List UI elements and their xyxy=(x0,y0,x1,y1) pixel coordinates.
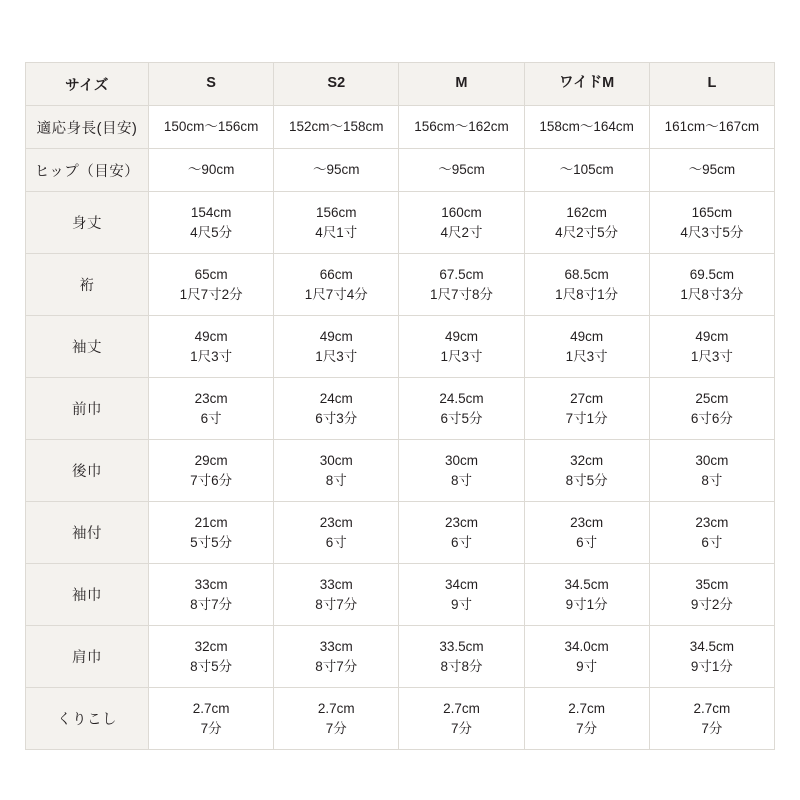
table-cell xyxy=(149,106,274,149)
cell-value-shaku: 1尺7寸8分 xyxy=(429,286,493,302)
row-label: 適応身長(目安) xyxy=(26,106,149,149)
row-label: 前巾 xyxy=(26,378,149,440)
row-label: くりこし xyxy=(26,688,149,750)
cell-value-cm: 〜95cm xyxy=(688,162,736,178)
table-cell xyxy=(149,688,274,750)
cell-value-cm: 34.5cm xyxy=(564,576,609,592)
cell-value-cm: 2.7cm xyxy=(192,700,230,716)
cell-value-shaku: 8寸8分 xyxy=(440,658,483,674)
table-cell xyxy=(274,688,399,750)
cell-value-shaku: 8寸7分 xyxy=(315,658,358,674)
cell-value-cm: 30cm xyxy=(695,452,729,468)
cell-value-cm: 21cm xyxy=(194,514,228,530)
table-row xyxy=(26,502,775,564)
cell-value-shaku: 7分 xyxy=(701,720,723,736)
cell-value-cm: 49cm xyxy=(570,328,604,344)
column-header-2: S2 xyxy=(274,63,399,106)
cell-value-shaku: 1尺3寸 xyxy=(315,348,358,364)
cell-value-shaku: 6寸 xyxy=(325,534,347,550)
cell-value-shaku: 1尺3寸 xyxy=(190,348,233,364)
table-row xyxy=(26,378,775,440)
cell-value-cm: 158cm〜164cm xyxy=(539,119,634,135)
row-label: 袖丈 xyxy=(26,316,149,378)
cell-value-cm: 162cm xyxy=(566,204,607,220)
cell-value-cm: 2.7cm xyxy=(693,700,731,716)
cell-value-cm: 49cm xyxy=(695,328,729,344)
table-cell xyxy=(399,192,524,254)
cell-value-shaku: 1尺7寸2分 xyxy=(179,286,243,302)
row-label: 袖巾 xyxy=(26,564,149,626)
cell-value-shaku: 8寸 xyxy=(450,472,472,488)
table-cell xyxy=(524,626,649,688)
table-cell xyxy=(274,378,399,440)
table-cell xyxy=(399,502,524,564)
cell-value-cm: 49cm xyxy=(319,328,353,344)
cell-value-shaku: 8寸7分 xyxy=(315,596,358,612)
table-cell xyxy=(399,626,524,688)
table-cell xyxy=(399,688,524,750)
cell-value-cm: 29cm xyxy=(194,452,228,468)
cell-value-cm: 66cm xyxy=(319,266,353,282)
cell-value-cm: 152cm〜158cm xyxy=(289,119,384,135)
cell-value-shaku: 7分 xyxy=(450,720,472,736)
table-cell xyxy=(399,149,524,192)
cell-value-cm: 〜105cm xyxy=(559,162,614,178)
table-cell xyxy=(524,106,649,149)
table-cell xyxy=(274,440,399,502)
table-cell xyxy=(274,564,399,626)
cell-value-cm: 33cm xyxy=(319,576,353,592)
cell-value-shaku: 6寸3分 xyxy=(315,410,358,426)
table-cell xyxy=(149,316,274,378)
table-cell xyxy=(149,502,274,564)
row-label: 後巾 xyxy=(26,440,149,502)
column-header-1: S xyxy=(149,63,274,106)
table-row xyxy=(26,254,775,316)
cell-value-cm: 23cm xyxy=(695,514,729,530)
cell-value-cm: 〜90cm xyxy=(187,162,235,178)
cell-value-shaku: 6寸 xyxy=(450,534,472,550)
cell-value-shaku: 7寸1分 xyxy=(565,410,608,426)
cell-value-cm: 23cm xyxy=(570,514,604,530)
cell-value-shaku: 7分 xyxy=(325,720,347,736)
table-cell xyxy=(399,378,524,440)
cell-value-cm: 156cm〜162cm xyxy=(414,119,509,135)
cell-value-cm: 49cm xyxy=(444,328,478,344)
cell-value-shaku: 4尺3寸5分 xyxy=(680,224,744,240)
cell-value-cm: 24cm xyxy=(319,390,353,406)
cell-value-cm: 165cm xyxy=(691,204,733,220)
cell-value-cm: 65cm xyxy=(194,266,228,282)
row-label: 袖付 xyxy=(26,502,149,564)
table-cell xyxy=(149,564,274,626)
cell-value-cm: 156cm xyxy=(316,204,357,220)
table-cell xyxy=(524,316,649,378)
table-cell xyxy=(274,626,399,688)
cell-value-shaku: 1尺8寸1分 xyxy=(555,286,619,302)
cell-value-cm: 35cm xyxy=(695,576,729,592)
cell-value-cm: 23cm xyxy=(444,514,478,530)
cell-value-shaku: 9寸 xyxy=(576,658,598,674)
cell-value-cm: 25cm xyxy=(695,390,729,406)
cell-value-cm: 33.5cm xyxy=(439,638,484,654)
table-row xyxy=(26,316,775,378)
cell-value-cm: 2.7cm xyxy=(568,700,606,716)
table-cell xyxy=(649,149,774,192)
cell-value-shaku: 6寸6分 xyxy=(690,410,733,426)
table-cell xyxy=(649,316,774,378)
cell-value-cm: 34.0cm xyxy=(564,638,609,654)
table-cell xyxy=(274,149,399,192)
cell-value-shaku: 7分 xyxy=(200,720,222,736)
table-cell xyxy=(649,502,774,564)
cell-value-shaku: 9寸1分 xyxy=(565,596,608,612)
cell-value-shaku: 1尺8寸3分 xyxy=(680,286,744,302)
table-cell xyxy=(524,378,649,440)
table-cell xyxy=(649,688,774,750)
table-cell xyxy=(524,502,649,564)
cell-value-cm: 23cm xyxy=(319,514,353,530)
cell-value-shaku: 6寸 xyxy=(200,410,222,426)
cell-value-cm: 27cm xyxy=(570,390,604,406)
table-cell xyxy=(524,564,649,626)
cell-value-shaku: 1尺3寸 xyxy=(440,348,483,364)
cell-value-shaku: 4尺5分 xyxy=(190,224,233,240)
table-cell xyxy=(149,254,274,316)
table-cell xyxy=(149,440,274,502)
cell-value-shaku: 9寸2分 xyxy=(690,596,733,612)
table-row xyxy=(26,564,775,626)
cell-value-shaku: 4尺2寸 xyxy=(440,224,483,240)
cell-value-cm: 154cm xyxy=(190,204,232,220)
table-cell xyxy=(399,440,524,502)
cell-value-shaku: 8寸 xyxy=(325,472,347,488)
table-cell xyxy=(649,106,774,149)
table-cell xyxy=(649,564,774,626)
cell-value-shaku: 1尺7寸4分 xyxy=(304,286,368,302)
row-label: 裄 xyxy=(26,254,149,316)
cell-value-shaku: 5寸5分 xyxy=(190,534,233,550)
cell-value-shaku: 6寸 xyxy=(701,534,723,550)
table-cell xyxy=(399,106,524,149)
row-label: ヒップ（目安） xyxy=(26,149,149,192)
table-cell xyxy=(524,440,649,502)
cell-value-cm: 23cm xyxy=(194,390,228,406)
table-cell xyxy=(524,254,649,316)
table-cell xyxy=(149,149,274,192)
cell-value-shaku: 1尺3寸 xyxy=(690,348,733,364)
table-cell xyxy=(274,192,399,254)
table-row xyxy=(26,688,775,750)
cell-value-cm: 32cm xyxy=(194,638,228,654)
column-header-3: M xyxy=(399,63,524,106)
cell-value-cm: 150cm〜156cm xyxy=(163,119,259,135)
row-label: 肩巾 xyxy=(26,626,149,688)
cell-value-cm: 33cm xyxy=(194,576,228,592)
table-cell xyxy=(149,378,274,440)
cell-value-cm: 68.5cm xyxy=(564,266,609,282)
size-chart-table xyxy=(25,62,775,750)
table-header-row xyxy=(26,63,775,106)
row-label: 身丈 xyxy=(26,192,149,254)
table-cell xyxy=(274,502,399,564)
table-cell xyxy=(649,626,774,688)
cell-value-cm: 32cm xyxy=(570,452,604,468)
cell-value-shaku: 6寸5分 xyxy=(440,410,483,426)
column-header-4: ワイドM xyxy=(524,63,649,106)
cell-value-cm: 2.7cm xyxy=(317,700,355,716)
table-cell xyxy=(274,316,399,378)
cell-value-cm: 〜95cm xyxy=(438,162,485,178)
table-cell xyxy=(524,192,649,254)
table-cell xyxy=(649,378,774,440)
cell-value-shaku: 9寸 xyxy=(450,596,472,612)
table-cell xyxy=(274,106,399,149)
table-cell xyxy=(399,254,524,316)
cell-value-shaku: 7寸6分 xyxy=(190,472,233,488)
cell-value-cm: 〜95cm xyxy=(313,162,360,178)
table-cell xyxy=(649,192,774,254)
cell-value-shaku: 1尺3寸 xyxy=(565,348,608,364)
table-cell xyxy=(149,192,274,254)
cell-value-cm: 161cm〜167cm xyxy=(664,119,760,135)
cell-value-shaku: 8寸7分 xyxy=(190,596,233,612)
table-cell xyxy=(524,688,649,750)
table-cell xyxy=(399,564,524,626)
cell-value-cm: 34.5cm xyxy=(689,638,735,654)
size-chart-body xyxy=(26,63,775,750)
cell-value-cm: 160cm xyxy=(441,204,482,220)
cell-value-shaku: 7分 xyxy=(576,720,598,736)
cell-value-cm: 34cm xyxy=(444,576,478,592)
table-row xyxy=(26,192,775,254)
table-cell xyxy=(649,440,774,502)
cell-value-shaku: 8寸 xyxy=(701,472,723,488)
cell-value-cm: 69.5cm xyxy=(689,266,735,282)
cell-value-cm: 33cm xyxy=(319,638,353,654)
cell-value-shaku: 8寸5分 xyxy=(190,658,233,674)
table-cell xyxy=(649,254,774,316)
cell-value-cm: 2.7cm xyxy=(443,700,480,716)
table-cell xyxy=(524,149,649,192)
table-cell xyxy=(274,254,399,316)
cell-value-shaku: 4尺1寸 xyxy=(315,224,358,240)
table-cell xyxy=(399,316,524,378)
table-row xyxy=(26,149,775,192)
cell-value-shaku: 8寸5分 xyxy=(565,472,608,488)
cell-value-shaku: 6寸 xyxy=(576,534,598,550)
table-row xyxy=(26,626,775,688)
table-row xyxy=(26,106,775,149)
cell-value-cm: 30cm xyxy=(319,452,353,468)
cell-value-cm: 30cm xyxy=(444,452,478,468)
cell-value-cm: 67.5cm xyxy=(439,266,484,282)
cell-value-cm: 24.5cm xyxy=(439,390,484,406)
header-corner-label: サイズ xyxy=(26,63,149,106)
cell-value-shaku: 4尺2寸5分 xyxy=(555,224,619,240)
table-cell xyxy=(149,626,274,688)
cell-value-cm: 49cm xyxy=(194,328,228,344)
column-header-5: L xyxy=(649,63,774,106)
cell-value-shaku: 9寸1分 xyxy=(690,658,733,674)
table-row xyxy=(26,440,775,502)
